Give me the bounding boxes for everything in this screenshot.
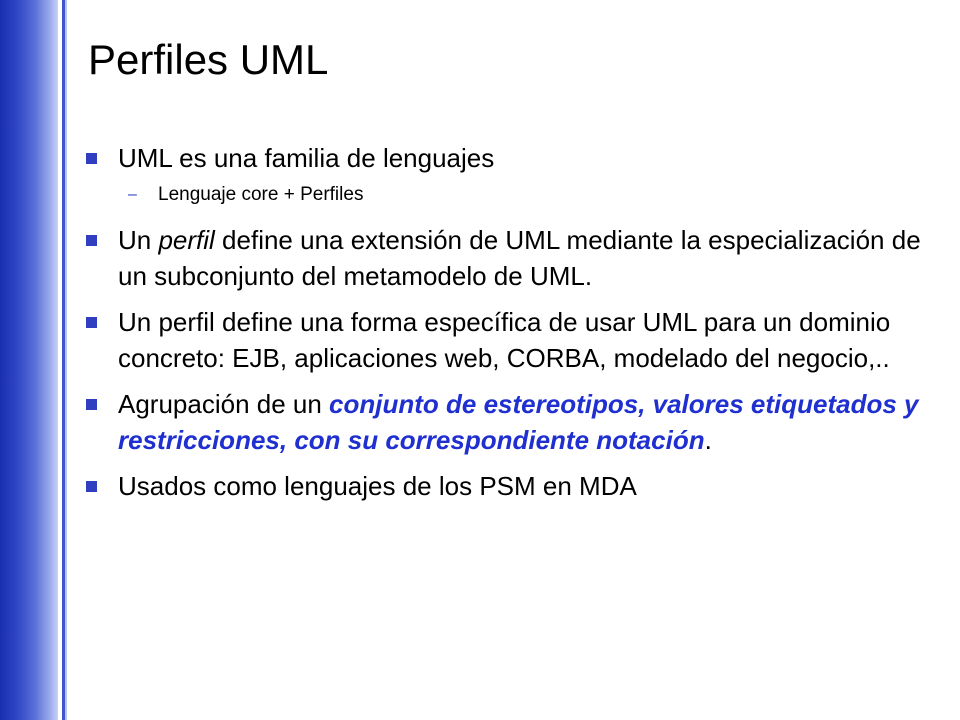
bullet-text-post: define una extensión de UML mediante la especialización de un subconjunto del metamodelo de UML. (118, 225, 921, 291)
bullet-text: Un perfil define una forma específica de usar UML para un dominio concreto: EJB, aplicaciones web, CORBA, modelado del negocio,.. (118, 307, 891, 373)
square-bullet-icon (86, 399, 97, 410)
bullet-item-4 (86, 386, 926, 458)
dash-bullet-icon: – (128, 186, 137, 203)
bullet-text: Usados como lenguajes de los PSM en MDA (118, 471, 637, 501)
slide-title: Perfiles UML (88, 36, 329, 83)
band-divider-light (65, 0, 67, 720)
bullet-item-5 (86, 468, 926, 504)
bullet-text-italic: perfil (158, 225, 215, 255)
square-bullet-icon (86, 153, 97, 164)
bullet-text-pre: Un (118, 225, 159, 255)
bullet-item-1 (86, 140, 926, 176)
bullet-text-pre: Agrupación de un (118, 389, 330, 419)
square-bullet-icon (86, 317, 97, 328)
sub-bullet-item (86, 182, 926, 208)
sub-bullet-text: Lenguaje core + Perfiles (158, 184, 364, 205)
square-bullet-icon (86, 235, 97, 246)
bullet-item-3 (86, 304, 926, 376)
bullet-item-2 (86, 222, 926, 294)
left-gradient-band (0, 0, 58, 720)
bullet-text-emphasis: conjunto de estereotipos, valores etiquetados y restricciones, con su correspondiente notación (118, 389, 919, 455)
bullet-text-post: . (704, 425, 712, 455)
bullet-list (86, 140, 926, 514)
square-bullet-icon (86, 481, 97, 492)
bullet-text: UML es una familia de lenguajes (118, 143, 495, 173)
